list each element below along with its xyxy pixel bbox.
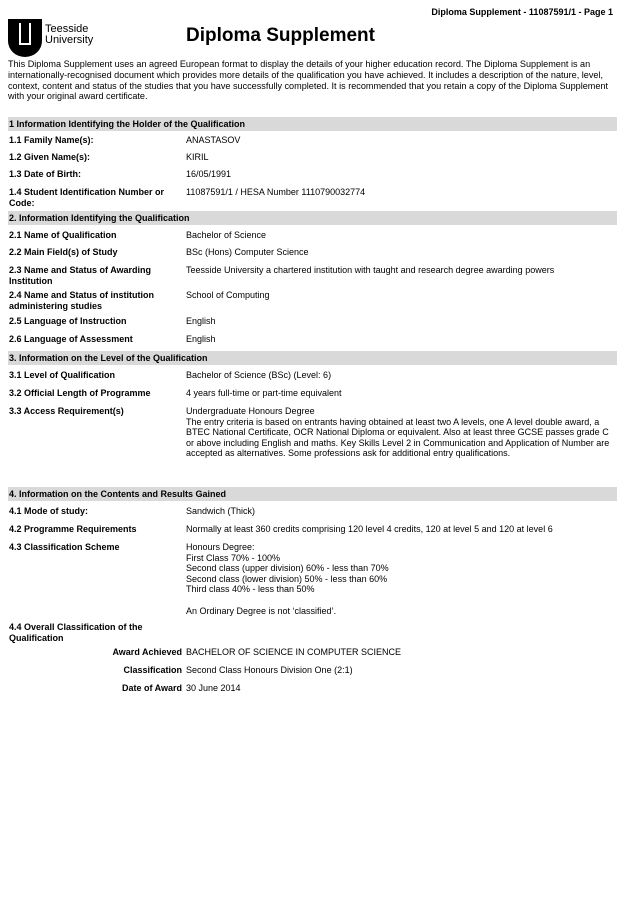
row-label: 4.2 Programme Requirements bbox=[9, 524, 137, 534]
row-label: Classification bbox=[123, 665, 182, 675]
row-label: 2.5 Language of Instruction bbox=[9, 316, 127, 326]
row-value: KIRIL bbox=[186, 152, 209, 162]
section-2-heading: 2. Information Identifying the Qualification bbox=[8, 211, 617, 225]
row-label: 2.4 Name and Status of institution administering studies bbox=[9, 290, 155, 311]
row-value: ANASTASOV bbox=[186, 135, 241, 145]
row-value: 16/05/1991 bbox=[186, 169, 232, 179]
row-label: 2.6 Language of Assessment bbox=[9, 334, 133, 344]
row-value: Bachelor of Science bbox=[186, 230, 267, 240]
row-value: Honours Degree: First Class 70% - 100% Second class (upper division) 60% - less than 70% Second class (lower division) 50% - less than 60% Third class 40% - less than 50% An Ordinary Degree is not ‘classified’. bbox=[186, 542, 389, 616]
row-value: BSc (Hons) Computer Science bbox=[186, 247, 309, 257]
row-value: Sandwich (Thick) bbox=[186, 506, 256, 516]
row-value: 4 years full-time or part-time equivalent bbox=[186, 388, 342, 398]
row-value: English bbox=[186, 334, 216, 344]
section-1-heading: 1 Information Identifying the Holder of the Qualification bbox=[8, 117, 617, 131]
row-label: 1.3 Date of Birth: bbox=[9, 169, 82, 179]
row-value: BACHELOR OF SCIENCE IN COMPUTER SCIENCE bbox=[186, 647, 402, 657]
row-value: Undergraduate Honours Degree The entry criteria is based on entrants having obtained at least two A levels, one A level double award, a BTEC National Certificate, OCR National Diploma or equivalent. Also at least three GCSE passes grade C or above including English and maths. Key Skills Level 2 in Communication and Application of Number are accepted as alternatives. Some professions ask for additional entry qualifications. bbox=[186, 406, 610, 459]
logo-line-2: University bbox=[45, 34, 94, 46]
row-label: 4.1 Mode of study: bbox=[9, 506, 89, 516]
row-value: 11087591/1 / HESA Number 1110790032774 bbox=[186, 187, 366, 197]
row-value: English bbox=[186, 316, 216, 326]
row-value: School of Computing bbox=[186, 290, 270, 300]
logo-line-1: Teesside bbox=[45, 23, 89, 35]
row-label: Award Achieved bbox=[112, 647, 182, 657]
row-label: 1.2 Given Name(s): bbox=[9, 152, 91, 162]
row-label: 1.4 Student Identification Number or Code: bbox=[9, 187, 165, 208]
row-value: Normally at least 360 credits comprising 120 level 4 credits, 120 at level 5 and 120 at level 6 bbox=[186, 524, 553, 534]
row-label: 3.1 Level of Qualification bbox=[9, 370, 116, 380]
row-label: 2.2 Main Field(s) of Study bbox=[9, 247, 118, 257]
section-3-heading: 3. Information on the Level of the Qualification bbox=[8, 351, 617, 365]
row-value: Second Class Honours Division One (2:1) bbox=[186, 665, 353, 675]
row-label: Date of Award bbox=[121, 683, 182, 693]
row-label: 2.1 Name of Qualification bbox=[9, 230, 117, 240]
row-label: 1.1 Family Name(s): bbox=[9, 135, 94, 145]
row-value: Teesside University a chartered institution with taught and research degree awarding powers bbox=[186, 265, 555, 275]
row-label: 4.3 Classification Scheme bbox=[9, 542, 120, 552]
row-label: 3.3 Access Requirement(s) bbox=[9, 406, 124, 416]
university-logo-icon bbox=[8, 19, 42, 57]
document-title: Diploma Supplement bbox=[186, 25, 375, 46]
university-logo bbox=[8, 19, 108, 59]
intro-paragraph: This Diploma Supplement uses an agreed European format to display the details of your higher education record. The Diploma Supplement is an internationally-recognised document which provides more details of the qualification you have achieved. It includes a description of the nature, level, context, content and status of the studies that you have successfully completed. It is recommended that you retain a copy of the Diploma Supplement with your original award certificate. bbox=[8, 59, 609, 102]
section-4-heading: 4. Information on the Contents and Results Gained bbox=[8, 487, 617, 501]
row-value: Bachelor of Science (BSc) (Level: 6) bbox=[186, 370, 332, 380]
row-label: 2.3 Name and Status of Awarding Institution bbox=[9, 265, 152, 286]
row-label: 3.2 Official Length of Programme bbox=[9, 388, 151, 398]
row-value: 30 June 2014 bbox=[186, 683, 241, 693]
row-label: 4.4 Overall Classification of the Qualification bbox=[9, 622, 143, 643]
page-header: Diploma Supplement - 11087591/1 - Page 1 bbox=[431, 7, 613, 17]
